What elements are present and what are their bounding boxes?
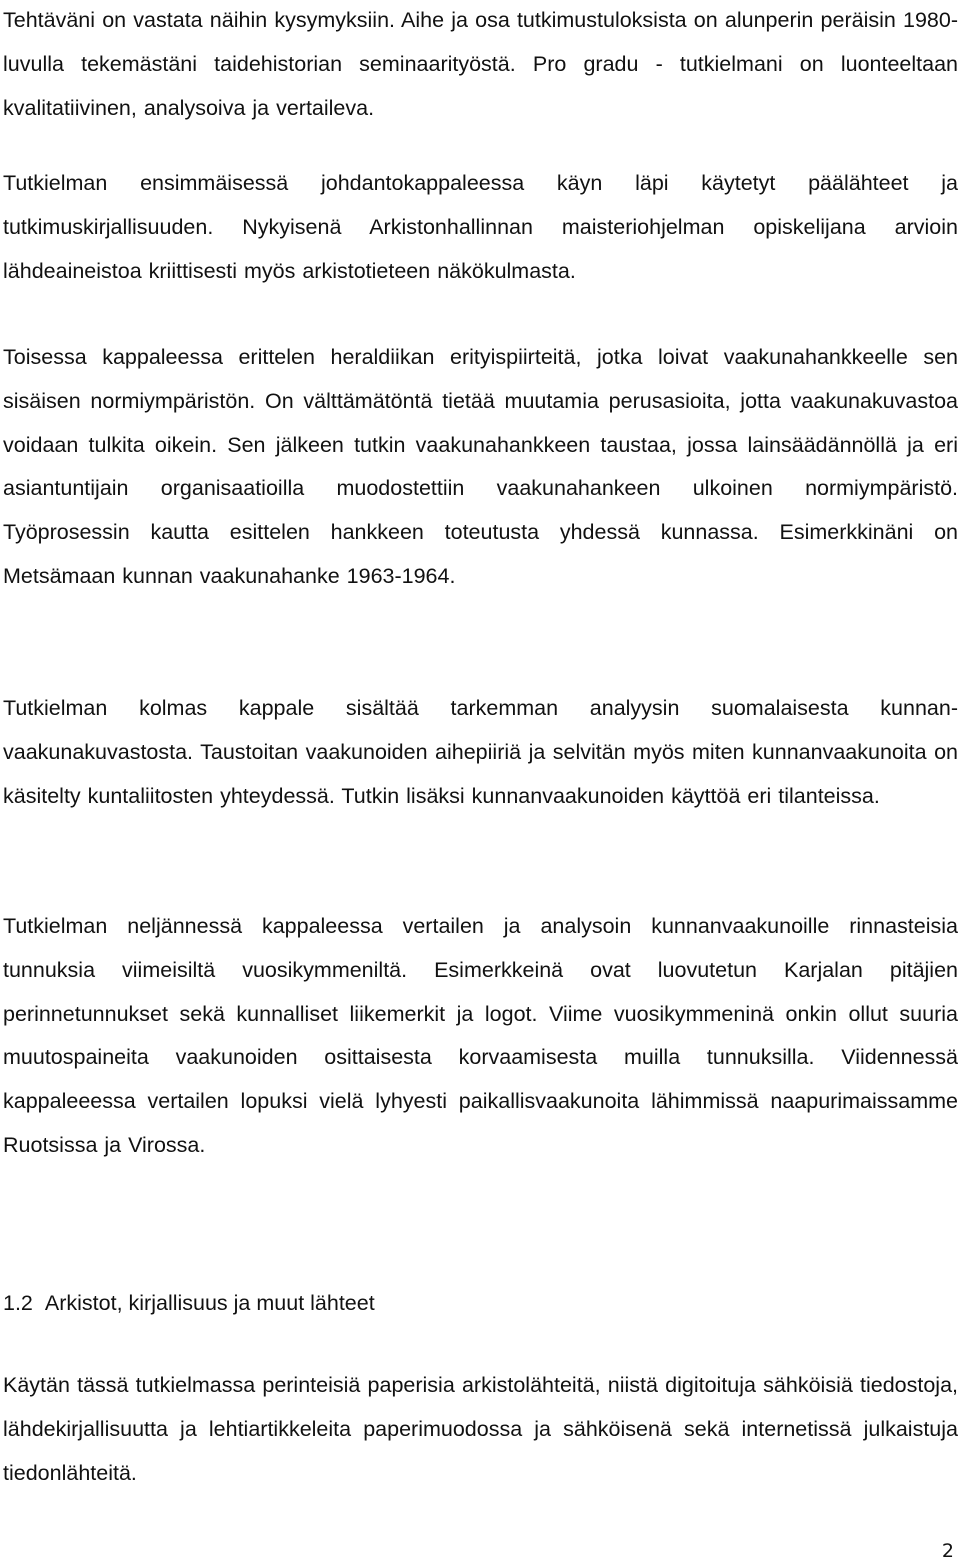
- section-number: 1.2: [3, 1291, 33, 1315]
- paragraph-chapter-1: Tutkielman ensimmäisessä johdantokappaleessa käyn läpi käytetyt päälähteet ja tutkimuskirjallisuuden. Nykyisenä Arkistonhallinnan maisteriohjelman opiskelijana arvioin lähdeaineistoa kriittisesti myös arkistotieteen näkökulmasta.: [3, 171, 958, 283]
- section-title: Arkistot, kirjallisuus ja muut lähteet: [44, 1291, 375, 1315]
- paragraph-chapter-3: Tutkielman kolmas kappale sisältää tarkemman analyysin suomalaisesta kunnanvaakunakuvastosta. Taustoitan vaakunoiden aihepiiriä ja selvitän myös miten kunnanvaakunoita on käsitelty kuntaliitosten yhteydessä. Tutkin lisäksi kunnanvaakunoiden käyttöä eri tilanteissa.: [3, 696, 958, 808]
- page-number: 2: [941, 1540, 954, 1562]
- section-heading: [3, 1283, 375, 1323]
- paragraph-intro: Tehtäväni on vastata näihin kysymyksiin. Aihe ja osa tutkimustuloksista on alunperin peräisin 1980-luvulla tekemästäni taidehistorian seminaarityöstä. Pro gradu - tutkielmani on luonteeltaan kvalitatiivinen, analysoiva ja vertaileva.: [3, 8, 958, 120]
- paragraph-chapter-2: Toisessa kappaleessa erittelen heraldiikan erityispiirteitä, jotka loivat vaakunahankkeelle sen sisäisen normiympäristön. On välttämätöntä tietää muutamia perusasioita, jotta vaakunakuvastoa voidaan tulkita oikein. Sen jälkeen tutkin vaakunahankkeen taustaa, jossa lainsäädännöllä ja eri asiantuntijain organisaatioilla muodostettiin vaakunahankeen ulkoinen normiympäristö. Työprosessin kautta esittelen hankkeen toteutusta yhdessä kunnassa. Esimerkkinäni on Metsämaan kunnan vaakunahanke 1963-1964.: [3, 345, 958, 588]
- paragraph-chapter-4: Tutkielman neljännessä kappaleessa vertailen ja analysoin kunnanvaakunoille rinnasteisia tunnuksia viimeisiltä vuosikymmeniltä. Esimerkkeinä ovat luovutetun Karjalan pitäjien perinnetunnukset sekä kunnalliset liikemerkit ja logot. Viime vuosikymmeninä onkin ollut suuria muutospaineita vaakunoiden osittaisesta korvaamisesta muilla tunnuksilla. Viidennessä kappaleeessa vertailen lopuksi vielä lyhyesti paikallisvaakunoita lähimmissä naapurimaissamme Ruotsissa ja Virossa.: [3, 914, 958, 1157]
- paragraph-sources: Käytän tässä tutkielmassa perinteisiä paperisia arkistolähteitä, niistä digitoituja sähköisiä tiedostoja, lähdekirjallisuutta ja lehtiartikkeleita paperimuodossa ja sähköisenä sekä internetissä julkaistuja tiedonlähteitä.: [3, 1373, 958, 1485]
